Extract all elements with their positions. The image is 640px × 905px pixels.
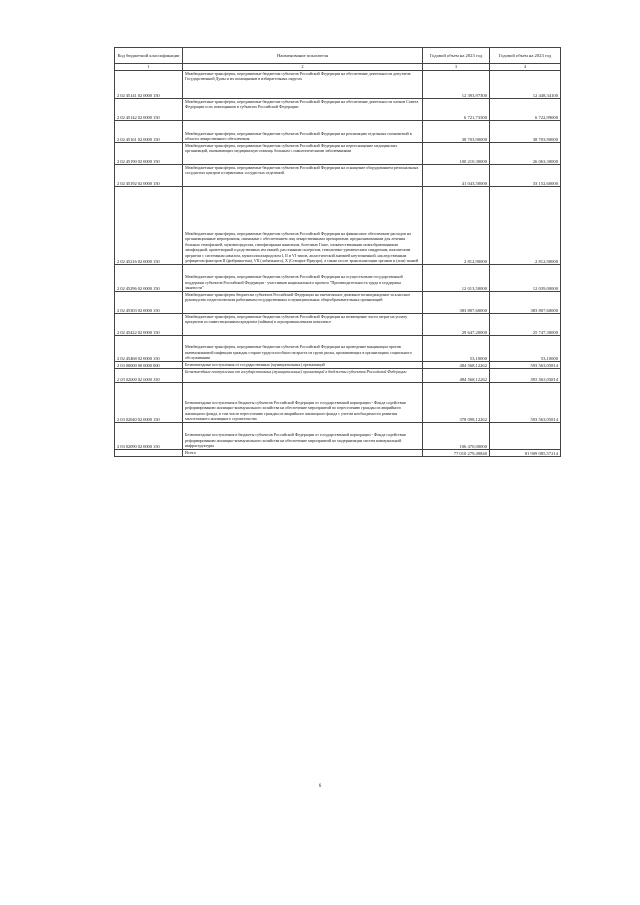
budget-table <box>114 47 561 457</box>
column-number: 4 <box>490 64 561 71</box>
table-row <box>115 368 561 382</box>
row-code: 2 02 45141 02 0000 150 <box>115 70 183 98</box>
row-value-1: 378 098,12262 <box>423 382 490 422</box>
row-code: 2 02 45190 02 0000 150 <box>115 142 183 164</box>
table-row <box>115 361 561 368</box>
row-name: Межбюджетные трансферты, передаваемые бюджетам субъектов Российской Федерации на проведение вакцинации против пневмококковой инфекции граждан старше трудоспособного возраста из групп риска, проживающих в организациях социального обслуживания <box>183 335 423 361</box>
row-name: Межбюджетные трансферты, передаваемые бюджетам субъектов Российской Федерации на финансовое обеспечение расходов на организационные мероприятия, связанные с обеспечением лиц лекарственными препаратами, предназначенными для лечения больных гемофилией, муковисцидозом, гипофизарным нанизмом, болезнью Гоше, злокачественными новообразованиями лимфоидной, кроветворной и родственных им тканей, рассеянным склерозом, гемолитико-уремическим синдромом, юношеским артритом с системным началом, мукополисахаридозом I, II и VI типов, апластической анемией неуточненной, наследственным дефицитом факторов II (фибриногена), VII (лабильного), X (Стюарта-Прауэра), а также после трансплантации органов и (или) тканей <box>183 186 423 264</box>
row-code: 2 02 45192 02 0000 150 <box>115 164 183 186</box>
row-code: 2 02 45422 02 0000 150 <box>115 313 183 335</box>
row-value-2: 593 563,05814 <box>490 382 561 422</box>
row-value-2: 38 703,90000 <box>490 120 561 142</box>
column-number-row <box>115 64 561 71</box>
total-value-1: 77 010 279,49840 <box>423 449 490 456</box>
table-row <box>115 164 561 186</box>
row-name: Безвозмездные поступления в бюджеты субъектов Российской Федерации от государственной корпорации - Фонда содействия реформированию жилищно-коммунального хозяйства на обеспечение мероприятий по модернизации систем коммунальной инфраструктуры <box>183 422 423 449</box>
row-name: Межбюджетные трансферты, передаваемые бюджетам субъектов Российской Федерации на реализацию отдельных полномочий в области лекарственного обеспечения <box>183 120 423 142</box>
row-code: 2 02 45296 02 0000 150 <box>115 264 183 291</box>
row-code: 2 03 00000 00 0000 000 <box>115 361 183 368</box>
row-value-2: 593 563,05814 <box>490 368 561 382</box>
total-code-cell <box>115 449 183 456</box>
row-value-2: 2 812,90000 <box>490 186 561 264</box>
row-code: 2 03 02040 02 0000 150 <box>115 382 183 422</box>
table-row <box>115 382 561 422</box>
row-value-1: 484 568,12262 <box>423 361 490 368</box>
row-name: Межбюджетные трансферты, передаваемые бюджетам субъектов Российской Федерации на переоснащение медицинских организаций, оказывающих медицинскую помощь больным с онкологическими заболеваниями <box>183 142 423 164</box>
table-row <box>115 264 561 291</box>
row-name: Межбюджетные трансферты, передаваемые бюджетам субъектов Российской Федерации на возмещение части затрат на уплату процентов по инвестиционным кредитам (займам) в агропромышленном комплексе <box>183 313 423 335</box>
row-code: 2 02 45303 02 0000 150 <box>115 291 183 313</box>
row-name: Межбюджетные трансферты, передаваемые бюджетам субъектов Российской Федерации на осуществление государственной поддержки субъектов Российской Федерации - участников национального проекта "Производительность труда и поддержка занятости" <box>183 264 423 291</box>
header-volume-1: Годовой объем на 2023 год <box>423 48 490 64</box>
row-value-1: 12 013,50000 <box>423 264 490 291</box>
column-number: 3 <box>423 64 490 71</box>
row-value-2: 593 563,05814 <box>490 361 561 368</box>
row-value-1: 484 568,12262 <box>423 368 490 382</box>
table-row <box>115 98 561 120</box>
row-value-2: 6 722,99000 <box>490 98 561 120</box>
total-row <box>115 449 561 456</box>
table-row <box>115 313 561 335</box>
row-code: 2 03 02090 02 0000 150 <box>115 422 183 449</box>
row-value-1: 383 807,60000 <box>423 291 490 313</box>
row-name: Межбюджетные трансферты, передаваемые бюджетам субъектов Российской Федерации на оснащение оборудованием региональных сосудистых центров и первичных сосудистых отделений <box>183 164 423 186</box>
row-name: Межбюджетные трансферты, передаваемые бюджетам субъектов Российской Федерации на обеспечение деятельности депутатов Государственной Думы и их помощников в избирательных округах <box>183 70 423 98</box>
header-code: Код бюджетной классификации <box>115 48 183 64</box>
page-number: 6 <box>318 784 322 789</box>
row-value-2: 26 063,30000 <box>490 142 561 164</box>
row-value-2: 12 039,00000 <box>490 264 561 291</box>
row-name: Безвозмездные поступления от государственных (муниципальных) организаций в бюджеты субъектов Российской Федерации <box>183 368 423 382</box>
row-value-2: 383 807,60000 <box>490 291 561 313</box>
table-row <box>115 422 561 449</box>
row-code: 2 02 45468 02 0000 150 <box>115 335 183 361</box>
row-name: Безвозмездные поступления от государственных (муниципальных) организаций <box>183 361 423 368</box>
row-value-2 <box>490 422 561 449</box>
header-volume-2: Годовой объем на 2023 год <box>490 48 561 64</box>
row-value-2: 12 448,34100 <box>490 70 561 98</box>
table-row <box>115 291 561 313</box>
row-name: Межбюджетные трансферты, передаваемые бюджетам субъектов Российской Федерации на обеспечение деятельности членов Совета Федерации и их помощников в субъектах Российской Федерации <box>183 98 423 120</box>
row-name: Межбюджетные трансферты бюджетам субъектов Российской Федерации на ежемесячное денежное вознаграждение за классное руководство педагогическим работникам государственных и муниципальных общеобразовательных организаций <box>183 291 423 313</box>
row-value-1: 38 703,90000 <box>423 120 490 142</box>
column-number: 2 <box>183 64 423 71</box>
table-row <box>115 70 561 98</box>
row-code: 2 02 45142 02 0000 150 <box>115 98 183 120</box>
header-name: Наименование показателя <box>183 48 423 64</box>
row-value-2: 53,10000 <box>490 335 561 361</box>
column-number: 1 <box>115 64 183 71</box>
row-value-1: 29 647,20000 <box>423 313 490 335</box>
row-value-2: 25 747,30000 <box>490 313 561 335</box>
row-value-1: 106 470,00000 <box>423 422 490 449</box>
row-code: 2 02 45161 02 0000 150 <box>115 120 183 142</box>
table-row <box>115 186 561 264</box>
row-code: 2 02 45216 02 0000 150 <box>115 186 183 264</box>
total-label: Всего <box>183 449 423 456</box>
row-name: Безвозмездные поступления в бюджеты субъектов Российской Федерации от государственной корпорации - Фонда содействия реформированию жилищно-коммунального хозяйства на обеспечение мероприятий по переселению граждан из аварийного жилищного фонда, в том числе переселению граждан из аварийного жилищного фонда с учетом необходимости развития малоэтажного жилищного строительства <box>183 382 423 422</box>
total-value-2: 81 909 085,57214 <box>490 449 561 456</box>
row-value-1: 2 812,90000 <box>423 186 490 264</box>
table-row <box>115 120 561 142</box>
row-code: 2 03 02000 02 0000 150 <box>115 368 183 382</box>
row-value-1: 12 393,97300 <box>423 70 490 98</box>
header-row <box>115 48 561 64</box>
row-value-1: 53,10000 <box>423 335 490 361</box>
row-value-1: 6 721,73300 <box>423 98 490 120</box>
row-value-1: 41 043,50000 <box>423 164 490 186</box>
table-row <box>115 142 561 164</box>
row-value-1: 100 210,30000 <box>423 142 490 164</box>
table-row <box>115 335 561 361</box>
row-value-2: 33 152,60000 <box>490 164 561 186</box>
